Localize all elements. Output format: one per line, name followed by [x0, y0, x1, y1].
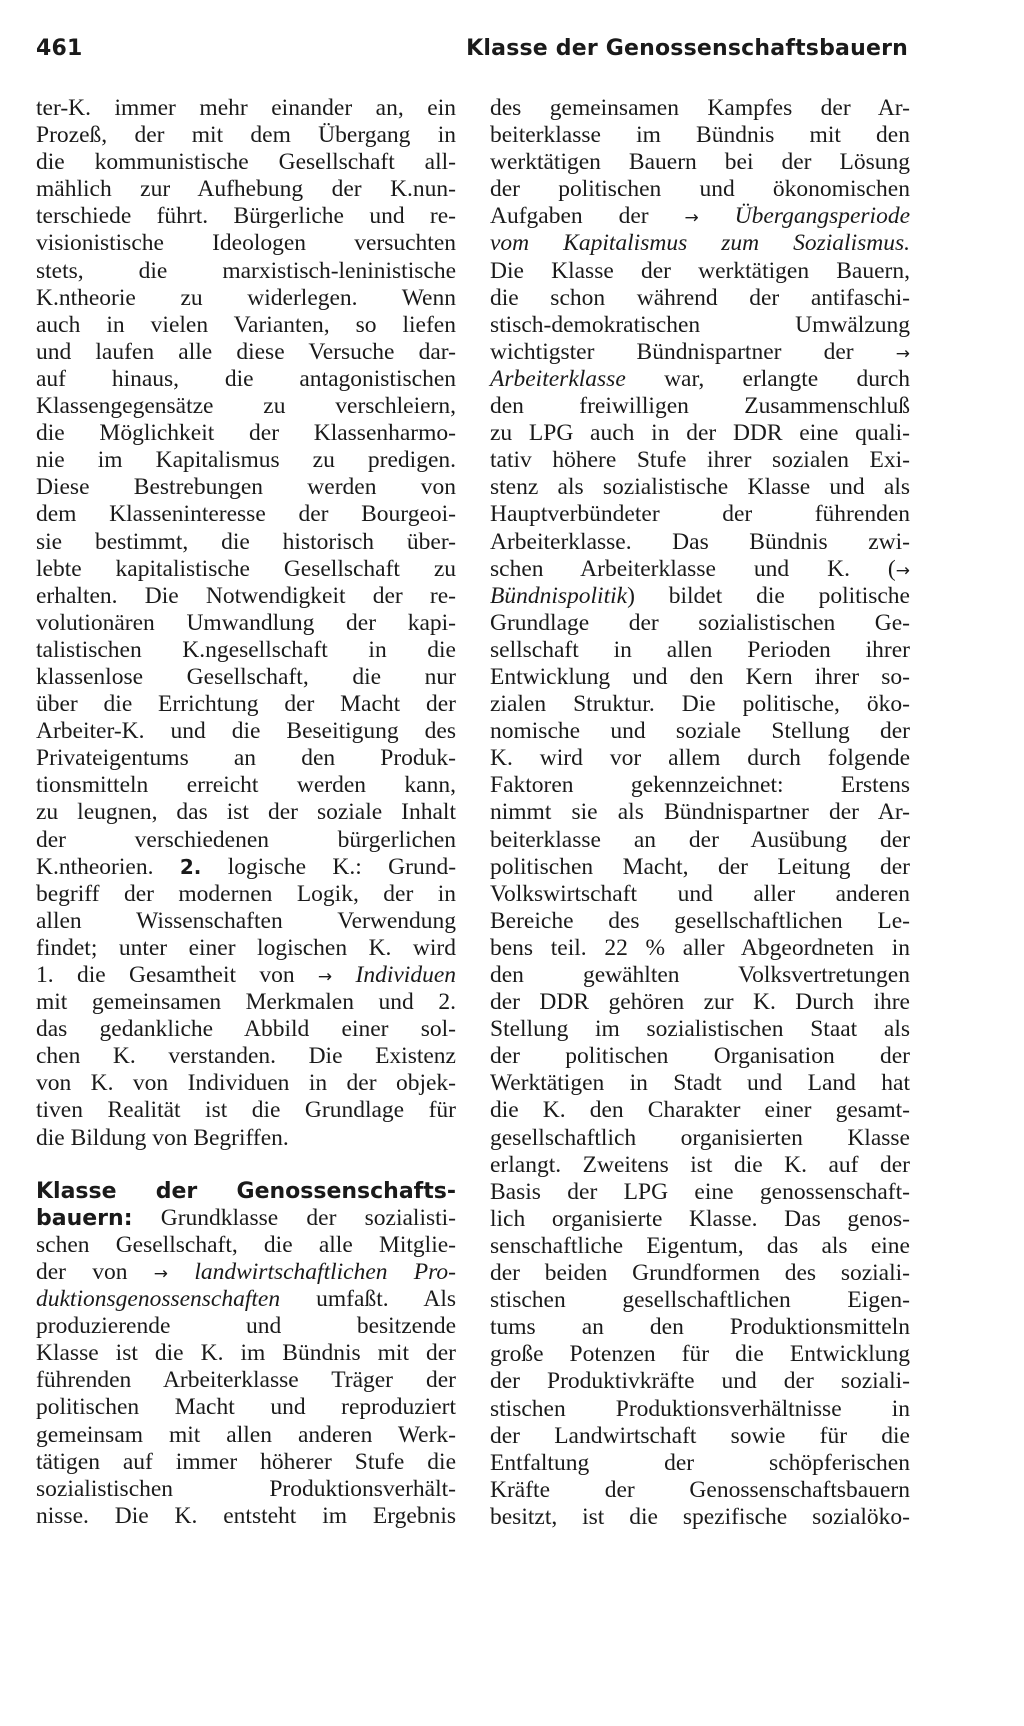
text-line: Arbeiter-K. und die Beseitigung des	[36, 718, 456, 745]
text-line: gemeinsam mit allen anderen Werk-	[36, 1421, 456, 1448]
text-line: Stellung im sozialistischen Staat als	[490, 1016, 910, 1043]
text-line: stenz als sozialistische Klasse und als	[490, 474, 910, 501]
text-line: den gewählten Volksvertretungen	[490, 962, 910, 988]
text-line: dem Klasseninteresse der Bourgeoi-	[36, 501, 456, 528]
text-line: K.ntheorie zu widerlegen. Wenn	[36, 284, 456, 311]
text-line: Die Klasse der werktätigen Bauern,	[490, 257, 910, 284]
text-line: des gemeinsamen Kampfes der Ar-	[490, 95, 910, 121]
text-line: Diese Bestrebungen werden von	[36, 474, 456, 501]
text-line: terschiede führt. Bürgerliche und re-	[36, 203, 456, 230]
running-title: Klasse der Genossenschaftsbauern	[466, 36, 908, 61]
text-line: und laufen alle diese Versuche dar-	[36, 338, 456, 365]
text-line	[490, 556, 910, 583]
text-line	[36, 962, 456, 989]
text-line: die Bildung von Begriffen.	[36, 1124, 289, 1151]
text-line: begriff der modernen Logik, der in	[36, 880, 456, 907]
text-line: besitzt, ist die spezifische sozialöko-	[490, 1503, 910, 1530]
text-fragment: umfaßt. Als	[316, 1286, 456, 1313]
text-line: bens teil. 22 % aller Abgeordneten in	[490, 934, 910, 961]
text-line: findet; unter einer logischen K. wird	[36, 934, 456, 961]
text-line: von K. von Individuen in der objek-	[36, 1070, 456, 1097]
cross-reference-arrow-icon: →	[153, 1263, 169, 1284]
text-line: nisse. Die K. entsteht im Ergebnis	[36, 1502, 456, 1529]
text-fragment: der von	[36, 1258, 128, 1285]
cross-reference-arrow-icon: →	[317, 967, 333, 987]
right-column	[490, 95, 910, 1531]
text-line: erhalten. Die Notwendigkeit der re-	[36, 582, 456, 609]
text-line	[36, 1286, 456, 1313]
page-number: 461	[36, 36, 83, 61]
entry-headword: bauern:	[36, 1205, 133, 1231]
text-line: produzierende und besitzende	[36, 1313, 456, 1340]
text-line: volutionären Umwandlung der kapi-	[36, 609, 456, 636]
text-line: allen Wissenschaften Verwendung	[36, 907, 456, 934]
text-line: beiterklasse an der Ausübung der	[490, 826, 910, 853]
text-line: visionistische Ideologen versuchten	[36, 230, 456, 257]
text-line: Klasse ist die K. im Bündnis mit der	[36, 1340, 456, 1367]
sense-number: 2.	[179, 854, 202, 879]
text-line: politischen Macht und reproduziert	[36, 1394, 456, 1421]
text-fragment: K.ntheorien.	[36, 853, 154, 880]
text-line: über die Errichtung der Macht der	[36, 691, 456, 718]
text-fragment: Aufgaben der	[490, 203, 649, 230]
text-line: Bereiche des gesellschaftlichen Le-	[490, 907, 910, 934]
text-line: stets, die marxistisch-leninistische	[36, 257, 456, 284]
text-fragment: ) bildet die politische	[627, 582, 910, 609]
text-line: senschaftliche Eigentum, das als eine	[490, 1232, 910, 1259]
text-line: der DDR gehören zur K. Durch ihre	[490, 989, 910, 1016]
cross-reference-arrow-icon: →	[895, 343, 910, 364]
text-line: politischen Macht, der Leitung der	[490, 853, 910, 880]
cross-reference-link[interactable]: Arbeiterklasse	[490, 365, 626, 392]
text-line: zialen Struktur. Die politische, öko-	[490, 691, 910, 718]
text-line: Privateigentums an den Produk-	[36, 745, 456, 772]
text-line: tätigen auf immer höherer Stufe die	[36, 1448, 456, 1475]
cross-reference-link[interactable]: duktionsgenossenschaften	[36, 1286, 281, 1313]
text-line	[490, 203, 910, 230]
text-line: Entfaltung der schöpferischen	[490, 1449, 910, 1476]
text-line: Basis der LPG eine genossenschaft-	[490, 1178, 910, 1205]
text-line: nie im Kapitalismus zu predigen.	[36, 447, 456, 474]
text-line: auch in vielen Varianten, so liefen	[36, 311, 456, 338]
text-line: klassenlose Gesellschaft, die nur	[36, 663, 456, 690]
text-line: sozialistischen Produktionsverhält-	[36, 1475, 456, 1502]
text-line: lich organisierte Klasse. Das genos-	[490, 1205, 910, 1232]
text-line: zu leugnen, das ist der soziale Inhalt	[36, 799, 456, 826]
text-line: führenden Arbeiterklasse Träger der	[36, 1367, 456, 1394]
text-line: große Potenzen für die Entwicklung	[490, 1341, 910, 1368]
text-fragment: wichtigster Bündnispartner der	[490, 338, 854, 365]
text-line: das gedankliche Abbild einer sol-	[36, 1016, 456, 1043]
text-line: Prozeß, der mit dem Übergang in	[36, 122, 456, 149]
text-line: werktätigen Bauern bei der Lösung	[490, 149, 910, 176]
text-line: K. wird vor allem durch folgende	[490, 745, 910, 772]
entry-headword: Klasse der Genossenschafts-	[36, 1178, 456, 1204]
text-line: Grundlage der sozialistischen Ge-	[490, 609, 910, 636]
text-line: Werktätigen in Stadt und Land hat	[490, 1070, 910, 1097]
text-line	[490, 366, 910, 393]
text-line: Arbeiterklasse. Das Bündnis zwi-	[490, 528, 910, 555]
text-line: die schon während der antifaschi-	[490, 284, 910, 311]
text-fragment: war, erlangte durch	[664, 365, 911, 392]
text-line	[490, 339, 910, 366]
text-line: Volkswirtschaft und aller anderen	[490, 880, 910, 907]
cross-reference-link[interactable]: vom Kapitalismus zum Sozialismus.	[490, 230, 910, 257]
text-line: ter-K. immer mehr einander an, ein	[36, 95, 456, 121]
text-line: den freiwilligen Zusammenschluß	[490, 393, 910, 420]
text-fragment: schen Arbeiterklasse und K. (	[490, 555, 896, 582]
text-line	[36, 854, 456, 881]
text-line: Hauptverbündeter der führenden	[490, 501, 910, 528]
text-line: der politischen Organisation der	[490, 1043, 910, 1070]
text-line: stisch-demokratischen Umwälzung	[490, 311, 910, 338]
text-line: chen K. verstanden. Die Existenz	[36, 1043, 456, 1070]
text-line: Entwicklung und den Kern ihrer so-	[490, 663, 910, 690]
cross-reference-link[interactable]: Bündnispolitik	[490, 582, 628, 609]
text-line	[490, 230, 910, 257]
text-line: nomische und soziale Stellung der	[490, 718, 910, 745]
text-line: die Möglichkeit der Klassenharmo-	[36, 420, 456, 447]
text-line: tionsmitteln erreicht werden kann,	[36, 772, 456, 799]
text-line: Faktoren gekennzeichnet: Erstens	[490, 772, 910, 799]
text-line: der politischen und ökonomischen	[490, 176, 910, 203]
text-line: zu LPG auch in der DDR eine quali-	[490, 420, 910, 447]
text-line	[36, 1259, 456, 1286]
text-line: gesellschaftlich organisierten Klasse	[490, 1124, 910, 1151]
text-line: stischen Produktionsverhältnisse in	[490, 1395, 910, 1422]
text-line: der beiden Grundformen des soziali-	[490, 1260, 910, 1287]
text-line: stischen gesellschaftlichen Eigen-	[490, 1287, 910, 1314]
text-line: tativ höhere Stufe ihrer sozialen Exi-	[490, 447, 910, 474]
text-line: mählich zur Aufhebung der K.nun-	[36, 176, 456, 203]
text-line: tiven Realität ist die Grundlage für	[36, 1097, 456, 1124]
text-line: die K. den Charakter einer gesamt-	[490, 1097, 910, 1124]
text-line: beiterklasse im Bündnis mit den	[490, 122, 910, 149]
text-line: schen Gesellschaft, die alle Mitglie-	[36, 1231, 456, 1258]
text-fragment: Grundklasse der sozialisti-	[160, 1204, 457, 1231]
left-column	[36, 95, 456, 1530]
cross-reference-arrow-icon: →	[895, 560, 910, 581]
cross-reference-arrow-icon: →	[684, 208, 699, 229]
entry-separator	[36, 1152, 456, 1178]
text-line: Kräfte der Genossenschaftsbauern	[490, 1476, 910, 1503]
cross-reference-link[interactable]: Übergangsperiode	[734, 203, 910, 230]
text-fragment: 1. die Gesamtheit von	[36, 962, 295, 988]
text-fragment: logische K.: Grund-	[227, 853, 457, 880]
text-line: tums an den Produktionsmitteln	[490, 1314, 910, 1341]
text-line: erlangt. Zweitens ist die K. auf der	[490, 1151, 910, 1178]
text-line: auf hinaus, die antagonistischen	[36, 365, 456, 392]
text-line: Klassengegensätze zu verschleiern,	[36, 393, 456, 420]
text-line: sellschaft in allen Perioden ihrer	[490, 636, 910, 663]
cross-reference-link[interactable]: Individuen	[355, 962, 456, 988]
text-line: lebte kapitalistische Gesellschaft zu	[36, 555, 456, 582]
running-head	[36, 36, 908, 76]
text-line: die kommunistische Gesellschaft all-	[36, 149, 456, 176]
text-line: sie bestimmt, die historisch über-	[36, 528, 456, 555]
text-line: der Landwirtschaft sowie für die	[490, 1422, 910, 1449]
text-line	[36, 1205, 456, 1232]
text-line: nimmt sie als Bündnispartner der Ar-	[490, 799, 910, 826]
text-line	[490, 583, 910, 610]
text-line: der Produktivkräfte und der soziali-	[490, 1368, 910, 1395]
text-line: talistischen K.ngesellschaft in die	[36, 636, 456, 663]
text-line: der verschiedenen bürgerlichen	[36, 826, 456, 853]
cross-reference-link[interactable]: landwirtschaftlichen Pro-	[194, 1258, 456, 1285]
text-line: mit gemeinsamen Merkmalen und 2.	[36, 989, 456, 1016]
